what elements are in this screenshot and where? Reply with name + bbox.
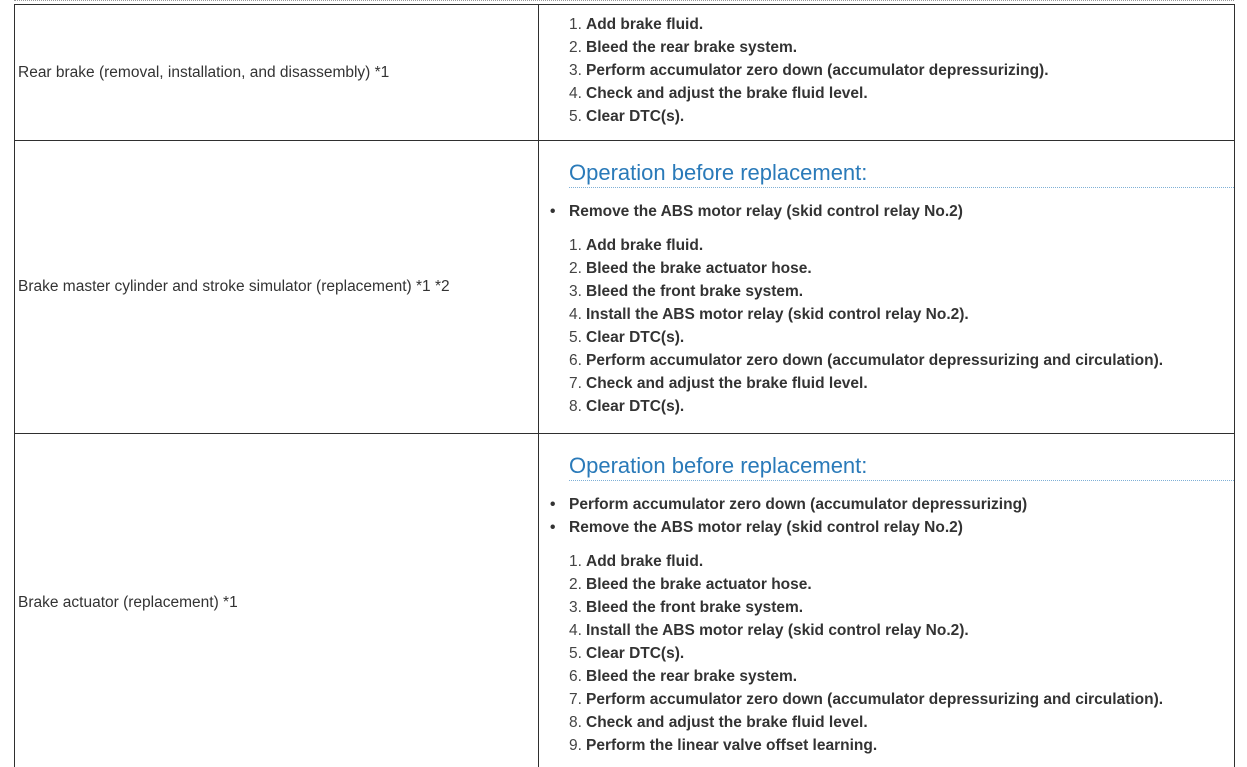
step-text: Install the ABS motor relay (skid control relay No.2). — [586, 306, 969, 323]
pre-operation-text: Remove the ABS motor relay (skid control relay No.2) — [569, 519, 963, 536]
step-number: 4. — [569, 622, 582, 639]
step-text: Clear DTC(s). — [586, 329, 685, 346]
pre-operation-text: Perform accumulator zero down (accumulator depressurizing) — [569, 496, 1028, 513]
operation-before-title: Operation before replacement: — [569, 160, 1234, 188]
step-number: 5. — [569, 108, 582, 125]
step-item — [569, 349, 1234, 372]
step-text: Bleed the brake actuator hose. — [586, 576, 812, 593]
pre-operation-list — [550, 493, 1234, 539]
pre-operation-text: Remove the ABS motor relay (skid control relay No.2) — [569, 203, 963, 220]
step-number: 9. — [569, 737, 582, 754]
step-item — [569, 395, 1234, 418]
step-item — [569, 665, 1234, 688]
procedure-cell — [539, 5, 1235, 141]
step-item — [569, 303, 1234, 326]
step-number: 3. — [569, 599, 582, 616]
step-number: 6. — [569, 668, 582, 685]
bullet-icon: • — [550, 203, 556, 220]
table-row — [15, 5, 1235, 141]
step-text: Perform accumulator zero down (accumulator depressurizing). — [586, 62, 1049, 79]
step-item — [569, 234, 1234, 257]
procedure-table-body — [15, 5, 1235, 767]
top-divider — [14, 0, 1234, 1]
step-item — [569, 105, 1234, 128]
pre-operation-item — [550, 493, 1234, 516]
step-item — [569, 326, 1234, 349]
step-item — [569, 619, 1234, 642]
step-number: 6. — [569, 352, 582, 369]
step-list — [569, 13, 1234, 128]
step-text: Bleed the front brake system. — [586, 283, 804, 300]
step-text: Check and adjust the brake fluid level. — [586, 85, 868, 102]
step-text: Add brake fluid. — [586, 16, 704, 33]
step-item — [569, 734, 1234, 757]
step-item — [569, 13, 1234, 36]
step-text: Install the ABS motor relay (skid control relay No.2). — [586, 622, 969, 639]
step-number: 8. — [569, 398, 582, 415]
step-item — [569, 642, 1234, 665]
step-item — [569, 596, 1234, 619]
step-text: Perform accumulator zero down (accumulator depressurizing and circulation). — [586, 352, 1164, 369]
procedure-table — [14, 4, 1235, 767]
step-number: 2. — [569, 260, 582, 277]
component-label: Brake master cylinder and stroke simulator (replacement) *1 *2 — [15, 141, 539, 434]
step-list — [569, 234, 1234, 418]
step-text: Clear DTC(s). — [586, 108, 685, 125]
step-item — [569, 372, 1234, 395]
component-label: Brake actuator (replacement) *1 — [15, 434, 539, 767]
step-text: Add brake fluid. — [586, 553, 704, 570]
step-text: Perform accumulator zero down (accumulator depressurizing and circulation). — [586, 691, 1164, 708]
bullet-icon: • — [550, 496, 556, 513]
step-number: 1. — [569, 553, 582, 570]
step-number: 5. — [569, 329, 582, 346]
step-item — [569, 280, 1234, 303]
step-text: Bleed the front brake system. — [586, 599, 804, 616]
step-item — [569, 257, 1234, 280]
pre-operation-item — [550, 200, 1234, 223]
step-item — [569, 573, 1234, 596]
step-number: 2. — [569, 39, 582, 56]
procedure-cell — [539, 434, 1235, 767]
step-text: Check and adjust the brake fluid level. — [586, 375, 868, 392]
step-item — [569, 59, 1234, 82]
step-number: 7. — [569, 375, 582, 392]
component-label: Rear brake (removal, installation, and disassembly) *1 — [15, 5, 539, 141]
step-number: 5. — [569, 645, 582, 662]
table-row — [15, 434, 1235, 767]
bullet-icon: • — [550, 519, 556, 536]
pre-operation-list — [550, 200, 1234, 223]
step-list — [569, 550, 1234, 757]
step-text: Add brake fluid. — [586, 237, 704, 254]
step-number: 2. — [569, 576, 582, 593]
operation-before-title: Operation before replacement: — [569, 453, 1234, 481]
pre-operation-item — [550, 516, 1234, 539]
step-item — [569, 711, 1234, 734]
step-number: 1. — [569, 237, 582, 254]
step-number: 8. — [569, 714, 582, 731]
step-number: 7. — [569, 691, 582, 708]
step-text: Clear DTC(s). — [586, 645, 685, 662]
step-item — [569, 550, 1234, 573]
step-item — [569, 688, 1234, 711]
step-number: 3. — [569, 62, 582, 79]
step-text: Perform the linear valve offset learning. — [586, 737, 878, 754]
step-text: Bleed the rear brake system. — [586, 39, 798, 56]
step-text: Bleed the brake actuator hose. — [586, 260, 812, 277]
step-item — [569, 36, 1234, 59]
procedure-cell — [539, 141, 1235, 434]
step-text: Check and adjust the brake fluid level. — [586, 714, 868, 731]
step-number: 3. — [569, 283, 582, 300]
step-text: Clear DTC(s). — [586, 398, 685, 415]
step-number: 4. — [569, 85, 582, 102]
step-number: 4. — [569, 306, 582, 323]
step-text: Bleed the rear brake system. — [586, 668, 798, 685]
step-number: 1. — [569, 16, 582, 33]
table-row — [15, 141, 1235, 434]
step-item — [569, 82, 1234, 105]
